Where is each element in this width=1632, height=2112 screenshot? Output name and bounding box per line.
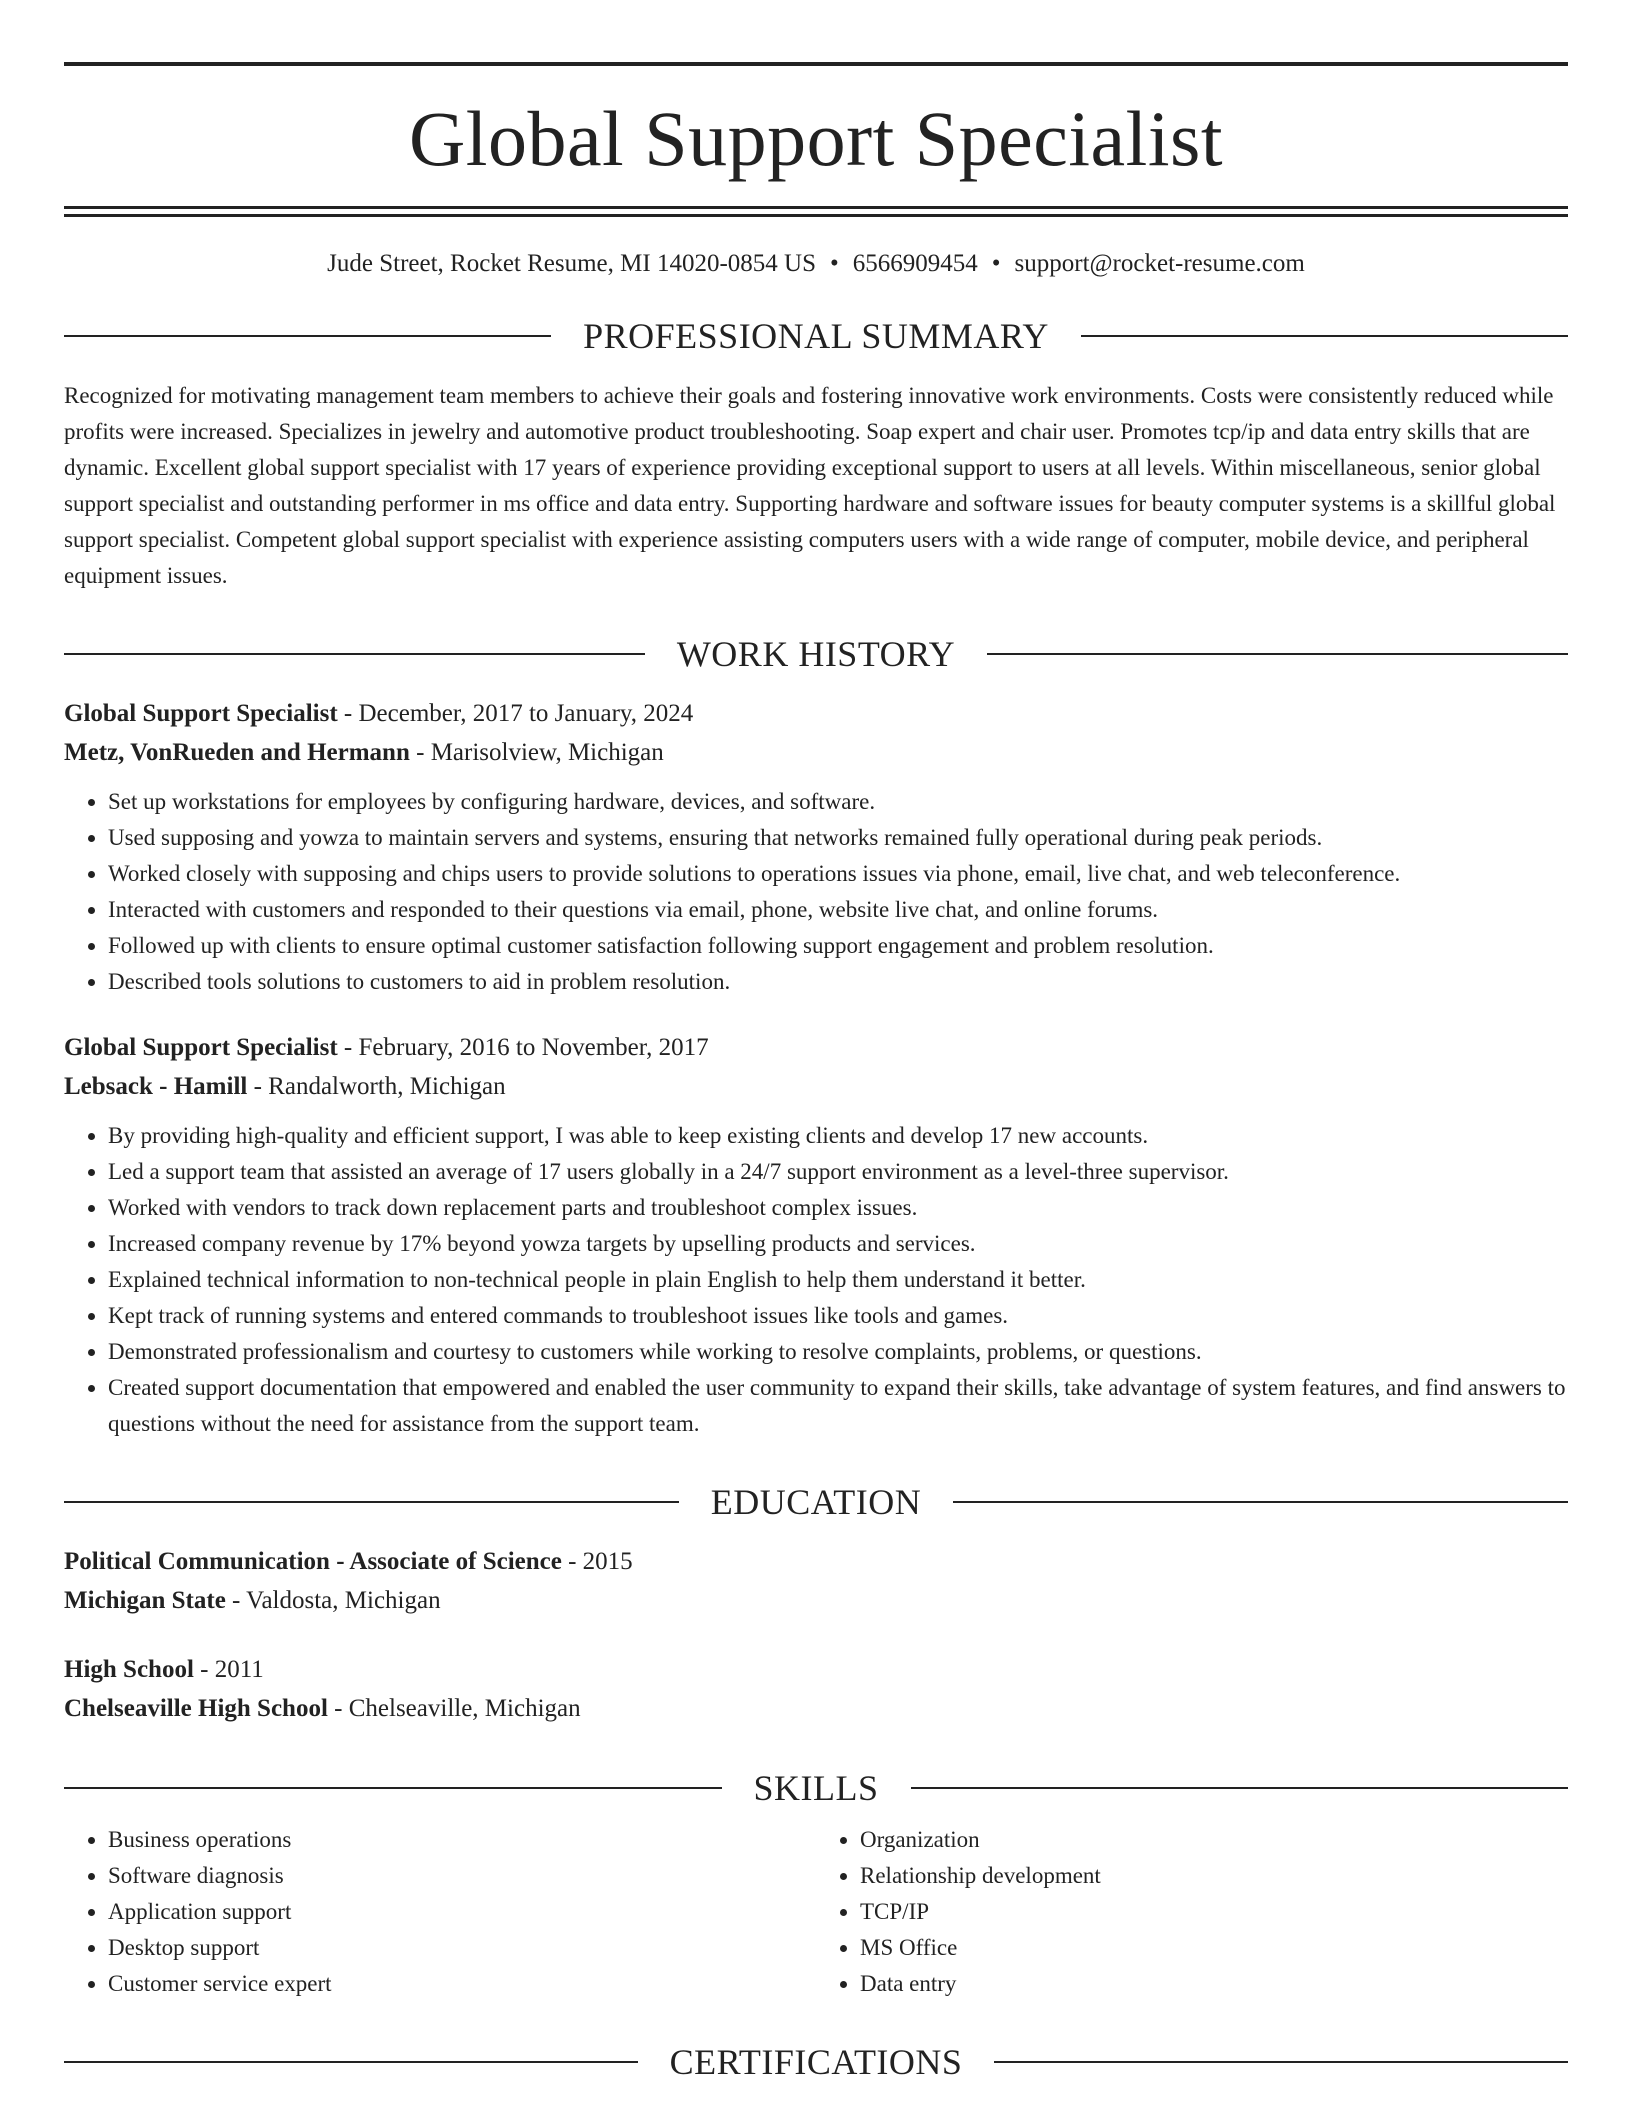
education-school-line [64,1689,1568,1728]
section-title: EDUCATION [710,1482,922,1522]
section-rule [994,2061,1568,2063]
job-bullet: • Used supposing and yowza to maintain servers and systems, ensuring that networks remained fully operational during peak periods. [108,820,1568,856]
summary-text: Recognized for motivating management team members to achieve their goals and fostering innovative work environments. Costs were consistently reduced while profits were increased. Specializes in jewelry and automotive product troubleshooting. Soap expert and chair user. Promotes tcp/ip and data entry skills that are dynamic. Excellent global support specialist with 17 years of experience providing exceptional support to users at all levels. Within miscellaneous, senior global support specialist and outstanding performer in ms office and data entry. Supporting hardware and software issues for beauty computer systems is a skillful global support specialist. Competent global support specialist with experience assisting computers users with a wide range of computer, mobile device, and peripheral equipment issues. [64,383,1556,588]
skills-column-left [64,1822,816,2002]
section-header-summary [64,318,1568,354]
contact-line [64,251,1568,276]
section-title: WORK HISTORY [676,634,956,674]
skill-item: • TCP/IP [860,1894,1568,1930]
job-bullet: • Followed up with clients to ensure optimal customer satisfaction following support engagement and problem resolution. [108,928,1568,964]
job-location: - Marisolview, Michigan [409,739,664,766]
contact-separator: • [830,250,839,277]
section-rule [64,335,551,337]
skill-item: • Data entry [860,1966,1568,2002]
section-rule [64,1787,722,1789]
contact-phone: 6566909454 [852,250,978,277]
job-bullet: • Worked closely with supposing and chips users to provide solutions to operations issues via phone, email, live chat, and web teleconference. [108,856,1568,892]
education-entry [64,1650,1568,1728]
section-header-skills [64,1770,1568,1806]
education-degree: High School [64,1656,194,1683]
section-title: CERTIFICATIONS [669,2042,963,2082]
job-bullets [64,1118,1568,1442]
skills-column-right [816,1822,1568,2002]
section-header-education [64,1484,1568,1520]
job-bullet: • Interacted with customers and responded to their questions via email, phone, website live chat, and online forums. [108,892,1568,928]
section-header-work [64,636,1568,672]
resume-name: Global Support Specialist [408,95,1224,182]
education-location: - Valdosta, Michigan [225,1587,441,1614]
job-dates: - February, 2016 to November, 2017 [337,1034,709,1061]
section-header-certifications [64,2044,1568,2080]
job-bullet: • Worked with vendors to track down replacement parts and troubleshoot complex issues. [108,1190,1568,1226]
job-bullet: • Kept track of running systems and entered commands to troubleshoot issues like tools and games. [108,1298,1568,1334]
skill-item: • Software diagnosis [108,1858,816,1894]
job-bullets [64,784,1568,1000]
skill-item: • Desktop support [108,1930,816,1966]
top-rule [64,62,1568,66]
job-bullet: • Demonstrated professionalism and courtesy to customers while working to resolve complaints, problems, or questions. [108,1334,1568,1370]
skill-item: • Application support [108,1894,816,1930]
job-location: - Randalworth, Michigan [247,1073,506,1100]
education-school: Chelseaville High School [64,1695,328,1722]
job-dates: - December, 2017 to January, 2024 [337,700,694,727]
job-company-line [64,733,1568,772]
job-entry [64,694,1568,1000]
skill-item: • MS Office [860,1930,1568,1966]
skill-item: • Organization [860,1822,1568,1858]
section-rule [911,1787,1569,1789]
education-entry [64,1542,1568,1620]
education-degree: Political Communication - Associate of Science [64,1548,562,1575]
contact-separator: • [991,250,1001,277]
job-bullet: • Described tools solutions to customers to aid in problem resolution. [108,964,1568,1000]
skill-item: • Business operations [108,1822,816,1858]
education-school: Michigan State [64,1587,226,1614]
section-title: SKILLS [753,1768,879,1808]
job-title-line [64,1028,1568,1067]
job-company-line [64,1067,1568,1106]
job-bullet: • By providing high-quality and efficient support, I was able to keep existing clients and develop 17 new accounts. [108,1118,1568,1154]
job-title-line [64,694,1568,733]
job-bullet: • Set up workstations for employees by configuring hardware, devices, and software. [108,784,1568,820]
job-company: Metz, VonRueden and Hermann [64,739,410,766]
education-year: - 2011 [193,1656,264,1683]
job-title: Global Support Specialist [64,700,338,727]
job-bullet: • Led a support team that assisted an average of 17 users globally in a 24/7 support environment as a level-three supervisor. [108,1154,1568,1190]
job-bullet: • Created support documentation that empowered and enabled the user community to expand their skills, take advantage of system features, and find answers to questions without the need for assistance from the support team. [108,1370,1568,1442]
job-title: Global Support Specialist [64,1034,338,1061]
job-bullet: • Explained technical information to non-technical people in plain English to help them understand it better. [108,1262,1568,1298]
skills-list [64,1822,1568,2002]
section-rule [64,653,645,655]
skill-item: • Customer service expert [108,1966,816,2002]
contact-address: Jude Street, Rocket Resume, MI 14020-0854 US [327,250,816,277]
section-rule [64,1501,679,1503]
contact-email: support@rocket-resume.com [1014,250,1305,277]
skill-item: • Relationship development [860,1858,1568,1894]
education-location: - Chelseaville, Michigan [327,1695,581,1722]
section-rule [987,653,1568,655]
section-rule [1081,335,1568,337]
job-entry [64,1028,1568,1442]
section-rule [953,1501,1568,1503]
double-rule [64,206,1568,217]
education-school-line [64,1581,1568,1620]
section-rule [64,2061,638,2063]
section-title: PROFESSIONAL SUMMARY [583,316,1049,356]
job-bullet: • Increased company revenue by 17% beyond yowza targets by upselling products and services. [108,1226,1568,1262]
education-degree-line [64,1650,1568,1689]
education-year: - 2015 [561,1548,633,1575]
job-company: Lebsack - Hamill [64,1073,248,1100]
education-degree-line [64,1542,1568,1581]
